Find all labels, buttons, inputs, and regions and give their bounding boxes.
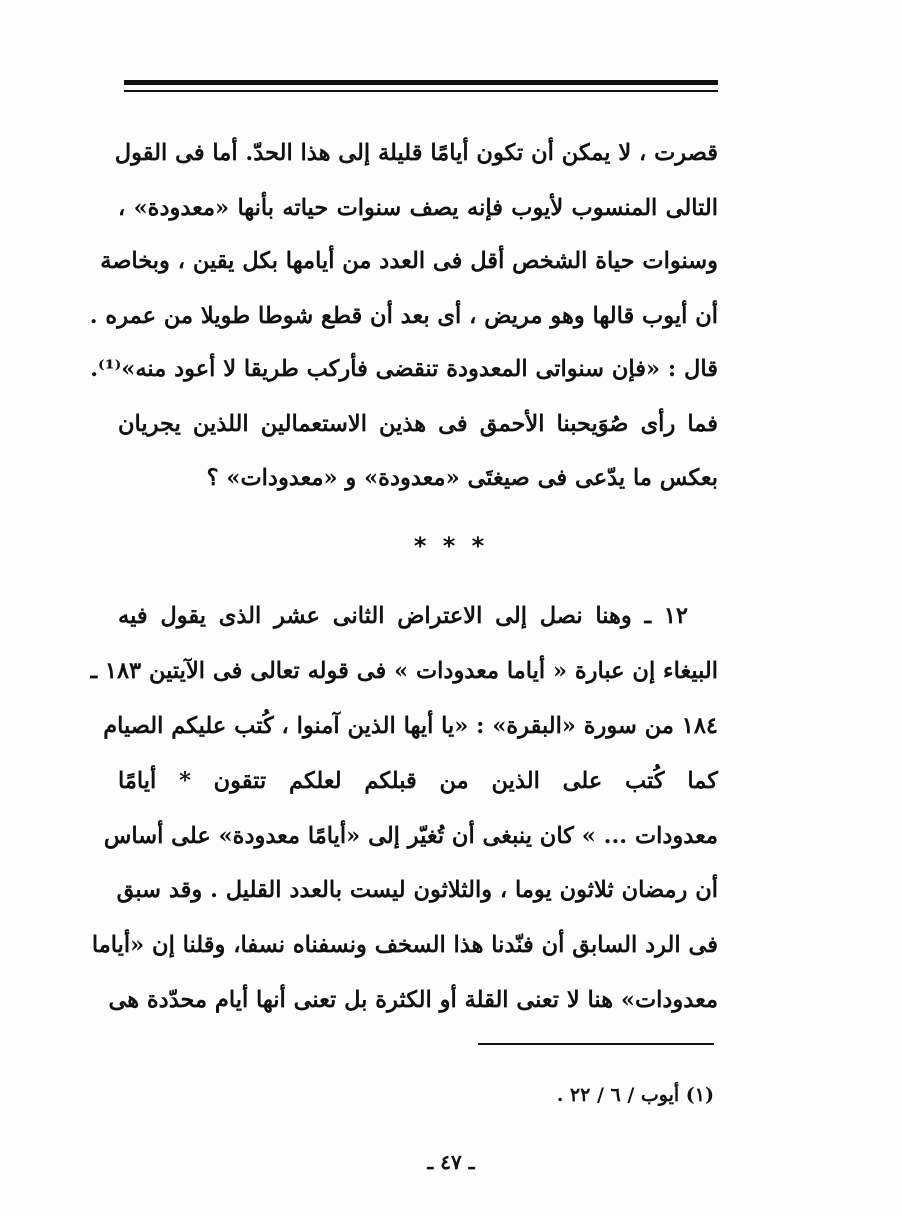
header-rule-thin <box>124 90 718 92</box>
text-line: معدودات ... » كان ينبغى أن تُغيّر إلى «أيامًا معدودة» على أساس <box>103 823 718 849</box>
text-line: فما رأى صُوَيحبنا الأحمق فى هذين الاستعمالين اللذين يجريان <box>118 411 718 437</box>
paragraph-1 <box>89 133 718 491</box>
text-line: ١٢ ـ وهنا نصل إلى الاعتراض الثانى عشر الذى يقول فيه <box>118 603 688 629</box>
text-line: أن رمضان ثلاثون يوما ، والثلاثون ليست بالعدد القليل . وقد سبق <box>116 877 718 903</box>
header-rule-thick <box>124 80 718 85</box>
text-line: أن أيوب قالها وهو مريض ، أى بعد أن قطع شوطا طويلا من عمره . <box>89 303 718 329</box>
footnote-rule <box>478 1043 714 1045</box>
text-line: البيغاء إن عبارة « أياما معدودات » فى قوله تعالى فى الآيتين ١٨٣ ـ <box>90 658 718 684</box>
text-line: وسنوات حياة الشخص أقل فى العدد من أيامها بكل يقين ، وبخاصة <box>100 248 718 274</box>
text-line: بعكس ما يدّعى فى صيغتَى «معدودة» و «معدودات» ؟ <box>206 465 718 491</box>
text-line: معدودات» هنا لا تعنى القلة أو الكثرة بل تعنى أنها أيام محدّدة هى <box>108 987 718 1013</box>
text-line: قصرت ، لا يمكن أن تكون أيامًا قليلة إلى هذا الحدّ. أما فى القول <box>114 140 718 166</box>
paragraph-2 <box>90 596 718 1016</box>
text-line: كما كُتب على الذين من قبلكم لعلكم تتقون * أيامًا <box>118 768 718 794</box>
footnote: (١) أيوب / ٦ / ٢٢ . <box>556 1084 714 1106</box>
text-line: ١٨٤ من سورة «البقرة» : «يا أيها الذين آمنوا ، كُتب عليكم الصيام <box>103 713 718 739</box>
text-line: فى الرد السابق أن فنّدنا هذا السخف ونسفناه نسفا، وقلنا إن «أياما <box>91 932 718 958</box>
text-line: قال : «فإن سنواتى المعدودة تنقضى فأركب طريقا لا أعود منه»⁽¹⁾. <box>90 356 718 382</box>
text-line: التالى المنسوب لأيوب فإنه يصف سنوات حياته بأنها «معدودة» ، <box>118 195 718 221</box>
page-number: ـ ٤٧ ـ <box>427 1150 475 1174</box>
section-separator: * * * <box>413 532 489 560</box>
